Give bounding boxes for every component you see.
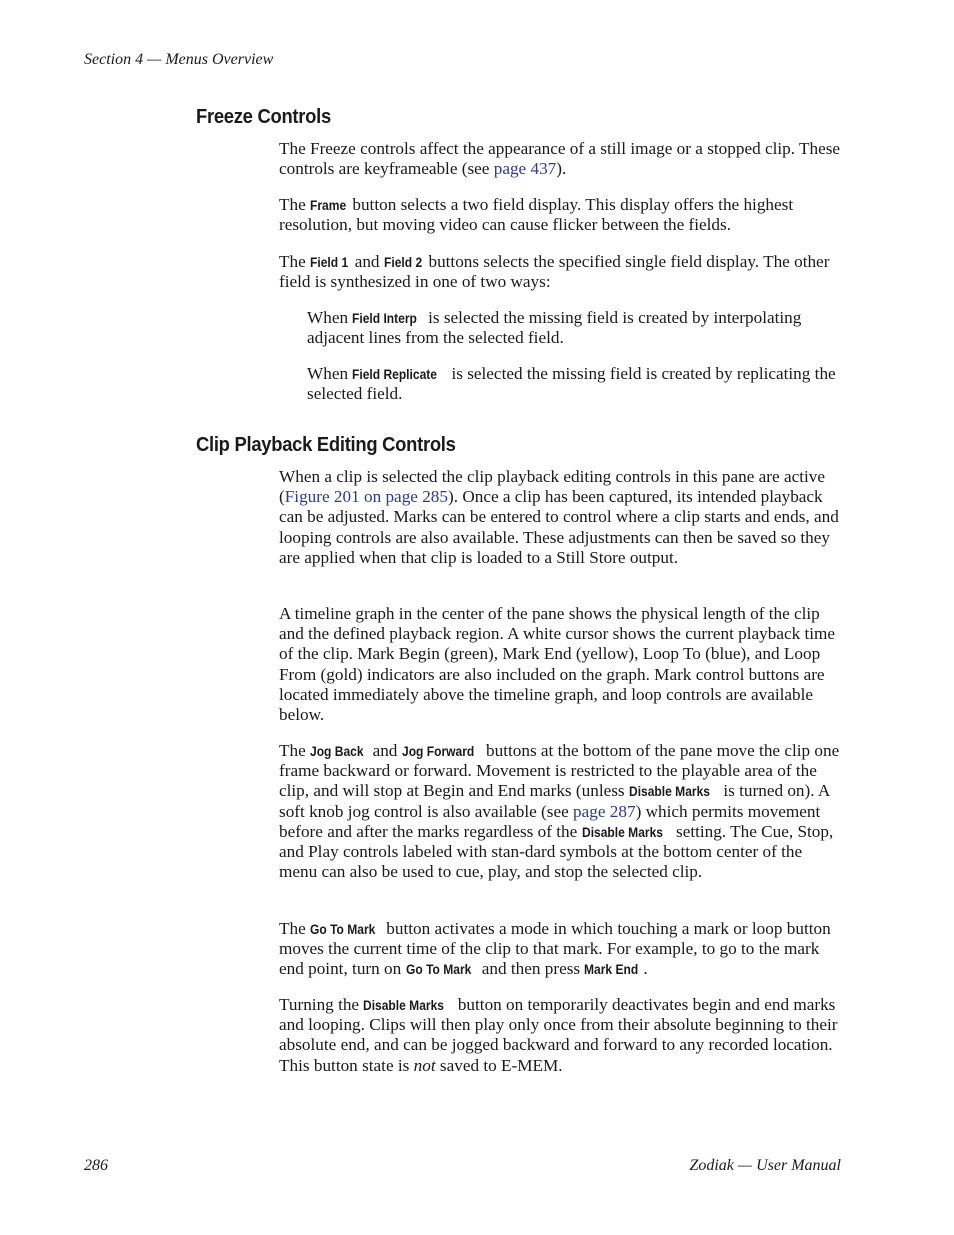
freeze-controls-heading: Freeze Controls bbox=[196, 106, 331, 128]
text-run: The bbox=[279, 741, 311, 760]
text-run: is selected the missing field is created by interpolating adjacent lines from the selected field. bbox=[307, 308, 802, 348]
disable-marks-paragraph bbox=[279, 995, 841, 1076]
text-run: When bbox=[307, 364, 353, 383]
text-run: is turned on). A soft knob jog control is also available (see bbox=[279, 781, 830, 821]
page-287-link[interactable]: page 287 bbox=[573, 801, 636, 821]
text-run: The Freeze controls affect the appearance of a still image or a stopped clip. These controls are keyframeable (see bbox=[279, 139, 841, 179]
text-run: The bbox=[279, 252, 311, 271]
text-run: The bbox=[279, 195, 311, 214]
freeze-intro-paragraph bbox=[279, 139, 841, 179]
field-replicate-ui-label: Field Replicate bbox=[352, 366, 438, 382]
field-interp-ui-label: Field Interp bbox=[352, 310, 418, 326]
text-run: . bbox=[643, 959, 648, 979]
timeline-graph-paragraph: A timeline graph in the center of the pane shows the physical length of the clip and the defined playback region. A white cursor shows the current playback time of the clip. Mark Begin (green), Mark End (yellow), Loop To (blue), and Loop From (gold) indicators are also included on the graph. Mark control buttons are located immediately above the timeline graph, and loop controls are available below. bbox=[279, 604, 836, 725]
text-run: When bbox=[307, 308, 353, 327]
running-header: Section 4 — Menus Overview bbox=[84, 51, 274, 68]
field-2-ui-label: Field 2 bbox=[383, 254, 422, 270]
jog-back-ui-label: Jog Back bbox=[310, 743, 364, 759]
text-run: buttons selects the specified single field display. The other field is synthesized in one of two ways: bbox=[279, 252, 830, 292]
text-run: ). Once a clip has been captured, its intended playback can be adjusted. Marks can be entered to control where a clip starts and ends, and looping controls are also available. These adjustments can then be saved so they are applied when that clip is loaded to a Still Store output. bbox=[279, 487, 839, 567]
page-number: 286 bbox=[84, 1157, 108, 1174]
text-run: button on temporarily deactivates begin and end marks and looping. Clips will then play only once from their absolute beginning to their absolute end, and can be jogged backward and forward to any recorded location. This button state is bbox=[279, 995, 838, 1075]
text-run: ) which permits movement before and after the marks regardless of the bbox=[279, 801, 821, 841]
field-1-ui-label: Field 1 bbox=[310, 254, 349, 270]
field-interp-paragraph bbox=[307, 308, 841, 348]
text-run: The bbox=[279, 919, 311, 938]
go-to-mark-paragraph bbox=[279, 919, 841, 980]
text-run: buttons at the bottom of the pane move the clip one frame backward or forward. Movement is restricted to the playable area of the clip, and will stop at Begin and End marks (unless bbox=[279, 741, 840, 801]
emphasis-not: not bbox=[413, 1055, 436, 1075]
figure-201-link[interactable]: Figure 201 on page 285 bbox=[284, 487, 448, 507]
text-run: button activates a mode in which touching a mark or loop button moves the current time of the clip to that mark. For example, to go to the mark end point, turn on bbox=[279, 919, 831, 979]
clip-playback-heading: Clip Playback Editing Controls bbox=[196, 434, 456, 456]
disable-marks-ui-label: Disable Marks bbox=[581, 823, 663, 840]
disable-marks-ui-label: Disable Marks bbox=[628, 783, 710, 800]
text-run: and then press bbox=[477, 959, 585, 979]
text-run: ). bbox=[556, 159, 567, 179]
go-to-mark-ui-label: Go To Mark bbox=[405, 961, 471, 978]
field-buttons-paragraph bbox=[279, 252, 841, 292]
text-run: When a clip is selected the clip playback editing controls in this pane are active ( bbox=[279, 467, 825, 507]
jog-forward-ui-label: Jog Forward bbox=[401, 743, 474, 759]
mark-end-ui-label: Mark End bbox=[584, 961, 639, 978]
go-to-mark-ui-label: Go To Mark bbox=[310, 921, 376, 937]
page-437-link[interactable]: page 437 bbox=[493, 159, 557, 179]
text-run: and bbox=[350, 252, 384, 271]
clip-intro-paragraph bbox=[279, 467, 841, 568]
text-run: setting. The Cue, Stop, and Play controls labeled with stan-dard symbols at the bottom center of the menu can also be used to cue, play, and stop the selected clip. bbox=[279, 821, 834, 882]
frame-button-paragraph bbox=[279, 195, 841, 235]
frame-ui-label: Frame bbox=[310, 197, 347, 213]
text-run: Turning the bbox=[279, 995, 364, 1014]
text-run: button selects a two field display. This display offers the highest resolution, but moving video can cause flicker between the fields. bbox=[279, 195, 794, 235]
text-run: is selected the missing field is created by replicating the selected field. bbox=[307, 364, 836, 404]
disable-marks-ui-label: Disable Marks bbox=[363, 997, 445, 1013]
jog-buttons-paragraph bbox=[279, 741, 841, 882]
text-run: and bbox=[368, 741, 402, 760]
text-run: saved to E-MEM. bbox=[435, 1055, 563, 1075]
manual-title-footer: Zodiak — User Manual bbox=[689, 1157, 841, 1174]
field-replicate-paragraph bbox=[307, 364, 841, 404]
